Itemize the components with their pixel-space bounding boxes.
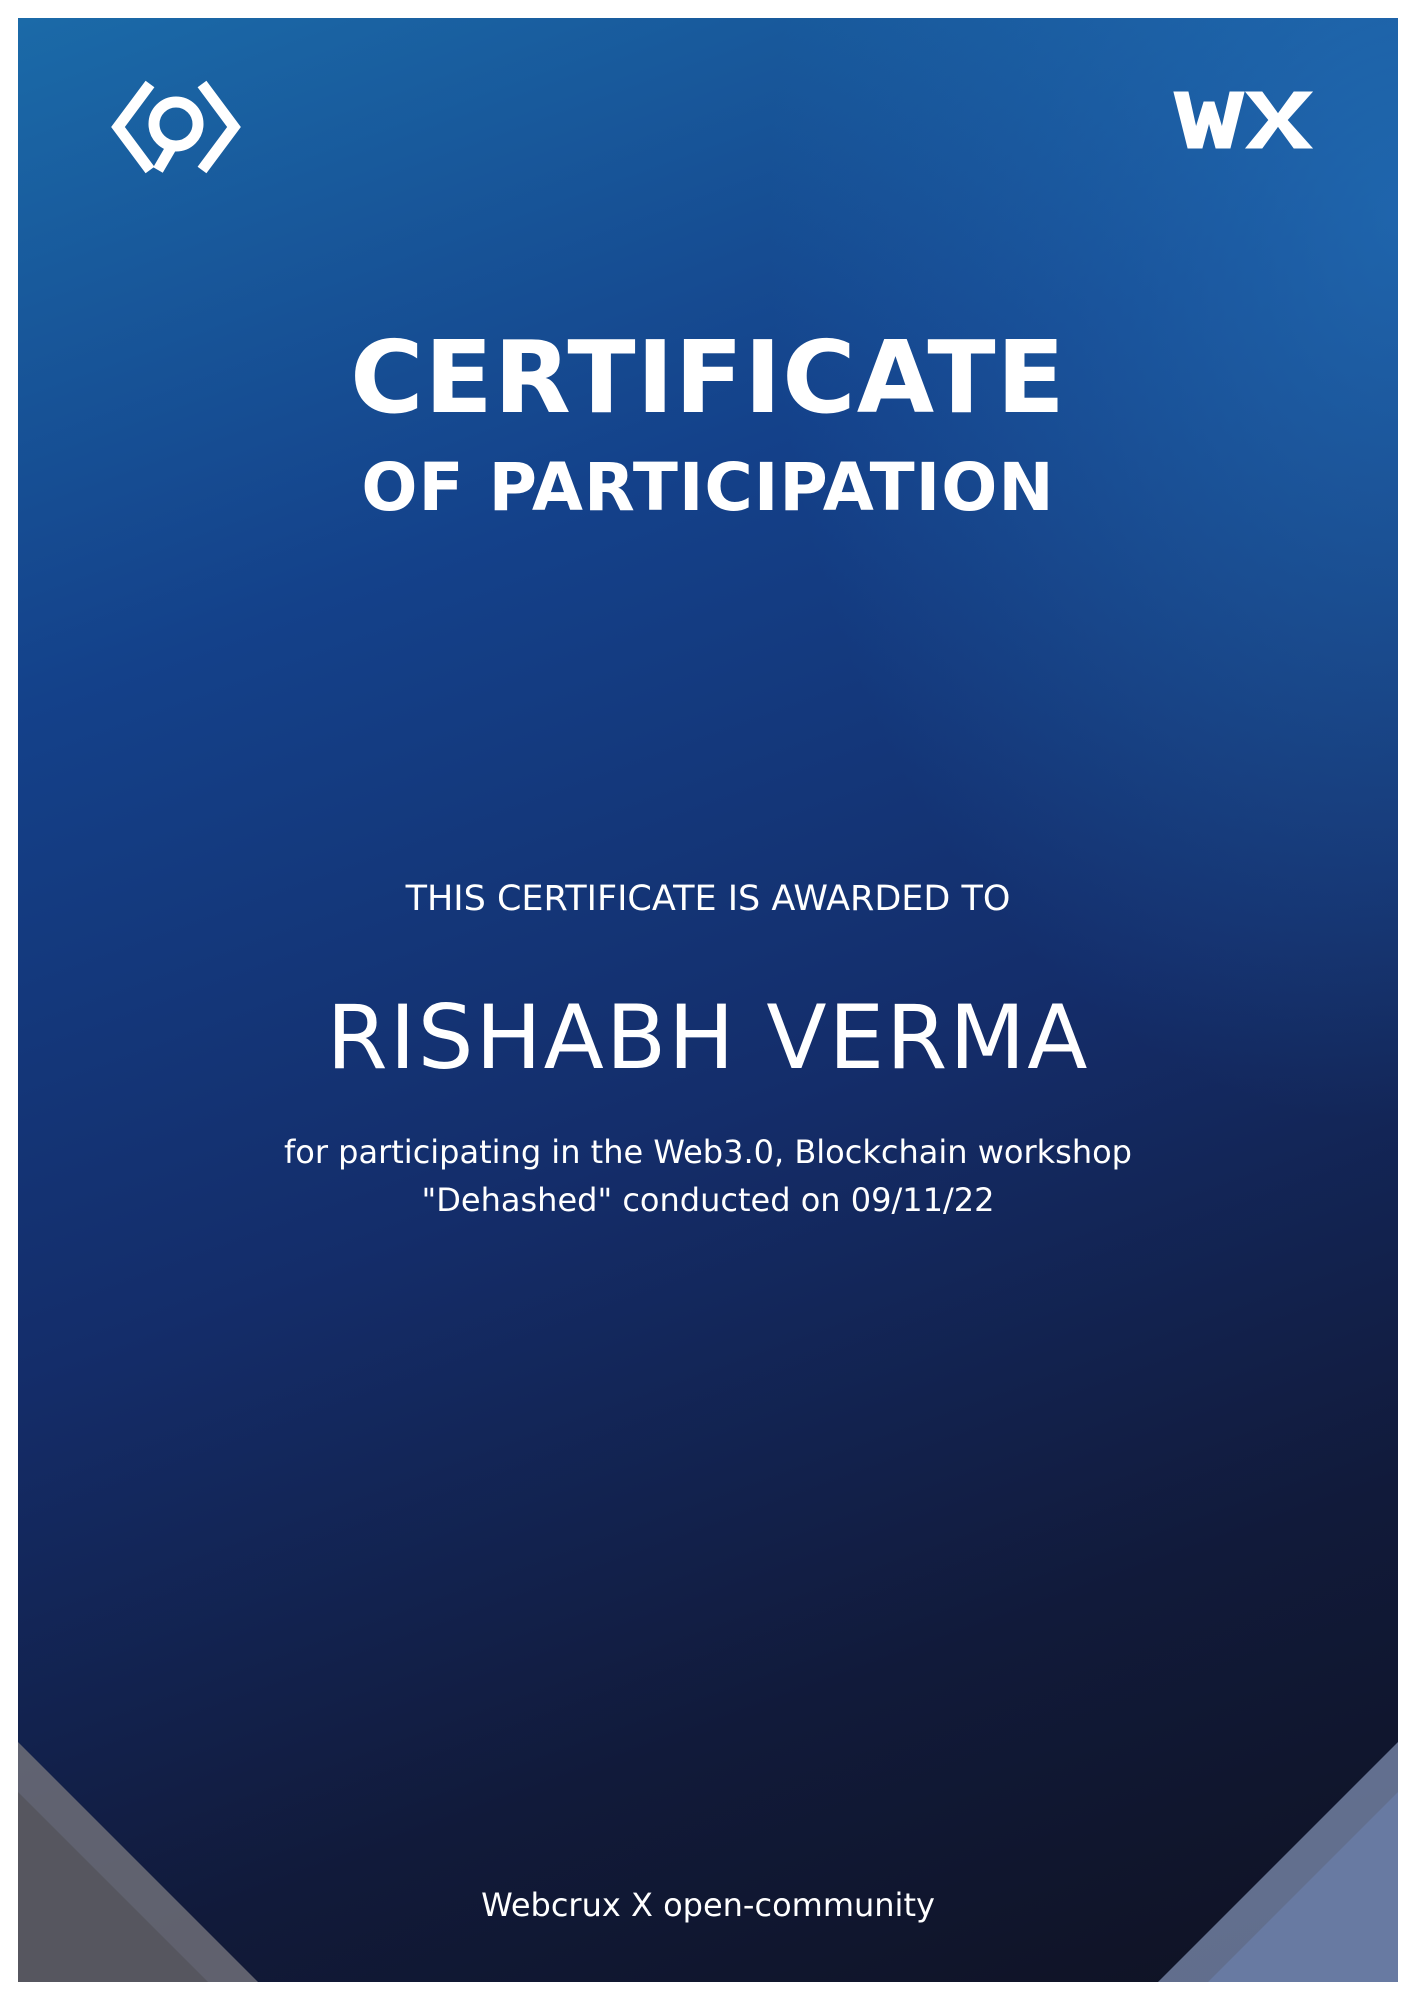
wx-logo-icon [1172, 88, 1314, 152]
webcrux-logo-icon [110, 76, 242, 178]
corner-decoration-right [1138, 1742, 1398, 1982]
footer-organization: Webcrux X open-community [481, 1886, 935, 1924]
description-line-2: "Dehashed" conducted on 09/11/22 [421, 1181, 995, 1219]
certificate-card [18, 18, 1398, 1982]
corner-decoration-left [18, 1742, 278, 1982]
recipient-name: RISHABH VERMA [326, 986, 1090, 1089]
description-line-1: for participating in the Web3.0, Blockchain workshop [284, 1133, 1132, 1171]
certificate-subtitle: OF PARTICIPATION [361, 449, 1055, 526]
awarded-to-label: THIS CERTIFICATE IS AWARDED TO [405, 879, 1011, 919]
certificate-title: CERTIFICATE [350, 319, 1066, 436]
description [18, 1128, 1398, 1224]
